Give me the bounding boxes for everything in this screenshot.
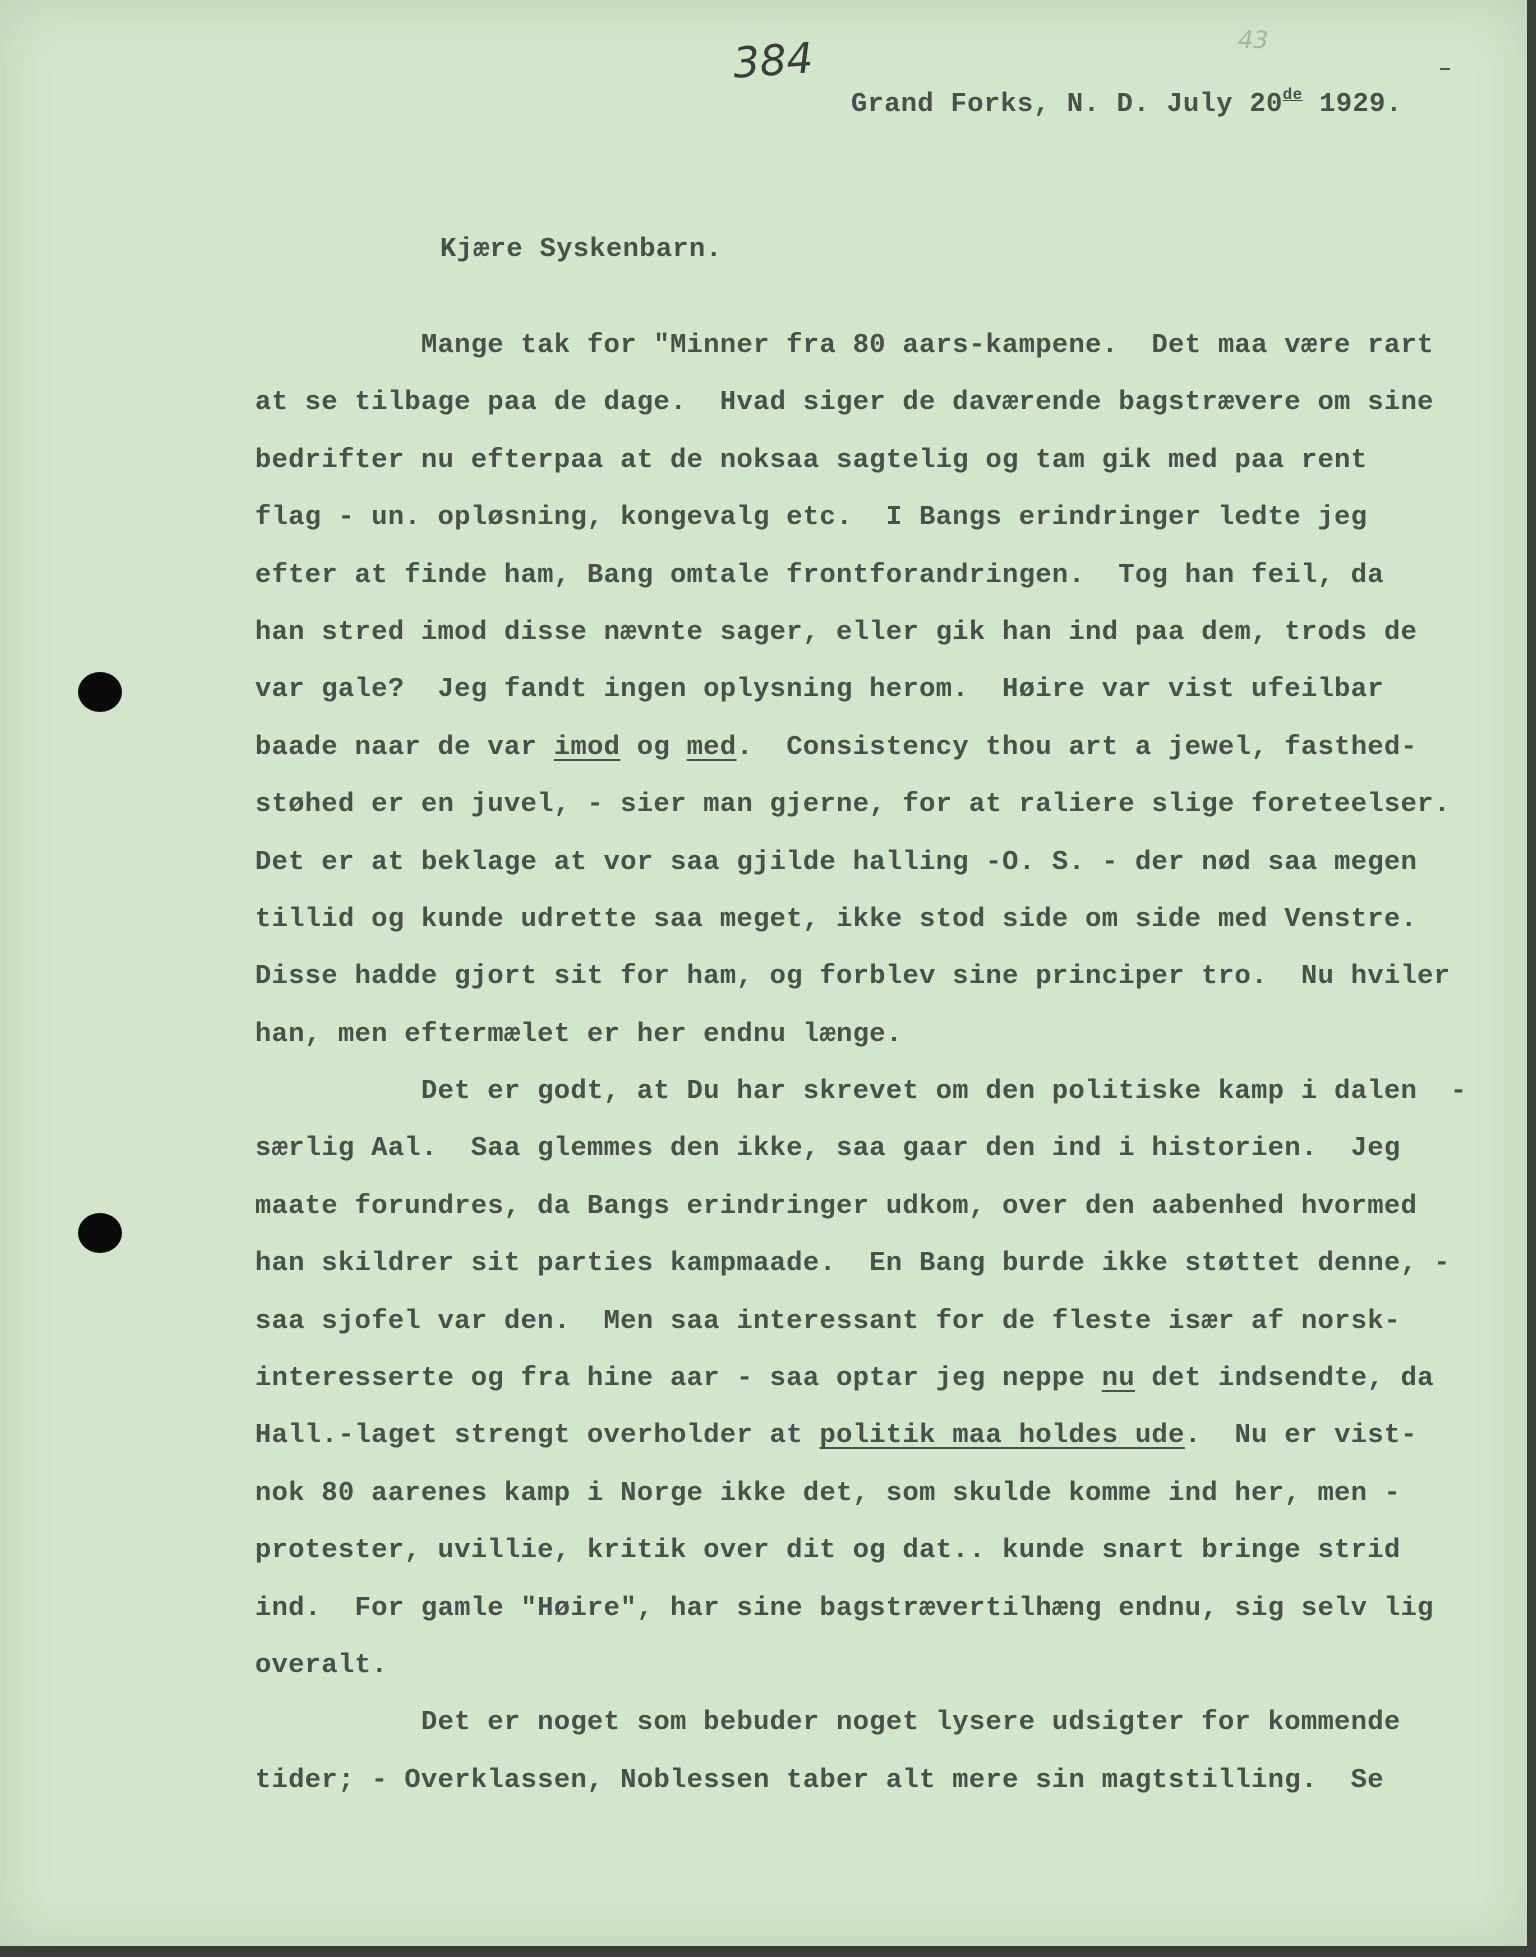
text-segment: interesserte og fra hine aar - saa optar jeg neppe	[255, 1364, 1102, 1395]
text-segment: og	[620, 732, 687, 763]
text-line: protester, uvillie, kritik over dit og dat.. kunde snart bringe strid	[255, 1536, 1401, 1567]
pencil-corner-note: 43	[1238, 26, 1269, 54]
text-segment: . Consistency thou art a jewel, fasthed-	[736, 732, 1418, 763]
text-line: efter at finde ham, Bang omtale frontforandringen. Tog han feil, da	[255, 560, 1384, 591]
text-line: Det er noget som bebuder noget lysere udsigter for kommende	[255, 1708, 1401, 1739]
text-line: støhed er en juvel, - sier man gjerne, for at raliere slige foreteelser.	[255, 790, 1451, 821]
text-line: overalt.	[255, 1650, 388, 1681]
text-line: ind. For gamle "Høire", har sine bagstrævertilhæng endnu, sig selv lig	[255, 1593, 1434, 1624]
text-line-underlined	[255, 720, 1467, 777]
text-line: flag - un. opløsning, kongevalg etc. I Bangs erindringer ledte jeg	[255, 503, 1368, 534]
salutation: Kjære Syskenbarn.	[440, 235, 723, 265]
text-line-underlined	[255, 1351, 1467, 1408]
underlined-word: med	[686, 732, 737, 763]
scan-border-right	[1527, 0, 1536, 1957]
dateline-superscript: de	[1282, 86, 1303, 104]
text-line: Det er at beklage at vor saa gjilde halling -O. S. - der nød saa megen	[255, 847, 1418, 878]
handwritten-folio-number: 384	[731, 33, 815, 88]
letter-body	[255, 318, 1467, 1810]
scan-border-bottom	[0, 1946, 1536, 1957]
text-line: Disse hadde gjort sit for ham, og forblev sine principer tro. Nu hviler	[255, 962, 1451, 993]
underlined-word: imod	[553, 732, 621, 763]
text-line: bedrifter nu efterpaa at de noksaa sagtelig og tam gik med paa rent	[255, 445, 1368, 476]
text-line: han stred imod disse nævnte sager, eller gik han ind paa dem, trods de	[255, 617, 1418, 648]
dateline	[851, 86, 1402, 120]
text-line: Det er godt, at Du har skrevet om den politiske kamp i dalen -	[255, 1077, 1467, 1108]
text-line-underlined	[255, 1408, 1467, 1465]
text-line: han, men eftermælet er her endnu længe.	[255, 1019, 903, 1050]
text-segment: Hall.-laget strengt overholder at	[255, 1421, 820, 1452]
text-line: var gale? Jeg fandt ingen oplysning herom. Høire var vist ufeilbar	[255, 675, 1384, 706]
text-segment: . Nu er vist-	[1184, 1421, 1418, 1452]
text-line: nok 80 aarenes kamp i Norge ikke det, som skulde komme ind her, men -	[255, 1478, 1401, 1509]
text-line: saa sjofel var den. Men saa interessant for de fleste især af norsk-	[255, 1306, 1401, 1337]
text-line: han skildrer sit parties kampmaade. En Bang burde ikke støttet denne, -	[255, 1249, 1451, 1280]
text-line: maate forundres, da Bangs erindringer udkom, over den aabenhed hvormed	[255, 1191, 1418, 1222]
underlined-word: nu	[1101, 1364, 1135, 1395]
dateline-year: 1929.	[1302, 90, 1403, 120]
text-line: tillid og kunde udrette saa meget, ikke stod side om side med Venstre.	[255, 904, 1418, 935]
text-line: tider; - Overklassen, Noblessen taber alt mere sin magtstilling. Se	[255, 1765, 1384, 1796]
text-line: Mange tak for "Minner fra 80 aars-kampene. Det maa være rart	[255, 331, 1434, 361]
punch-hole	[78, 1213, 122, 1253]
text-line: særlig Aal. Saa glemmes den ikke, saa gaar den ind i historien. Jeg	[255, 1134, 1401, 1165]
punch-hole	[78, 672, 122, 712]
text-segment: det indsendte, da	[1134, 1364, 1434, 1395]
text-segment: baade naar de var	[255, 732, 554, 763]
underlined-phrase: politik maa holdes ude	[819, 1421, 1185, 1452]
dateline-text: Grand Forks, N. D. July 20	[851, 90, 1283, 120]
text-line: at se tilbage paa de dage. Hvad siger de daværende bagstrævere om sine	[255, 388, 1434, 419]
margin-mark	[1440, 68, 1450, 70]
